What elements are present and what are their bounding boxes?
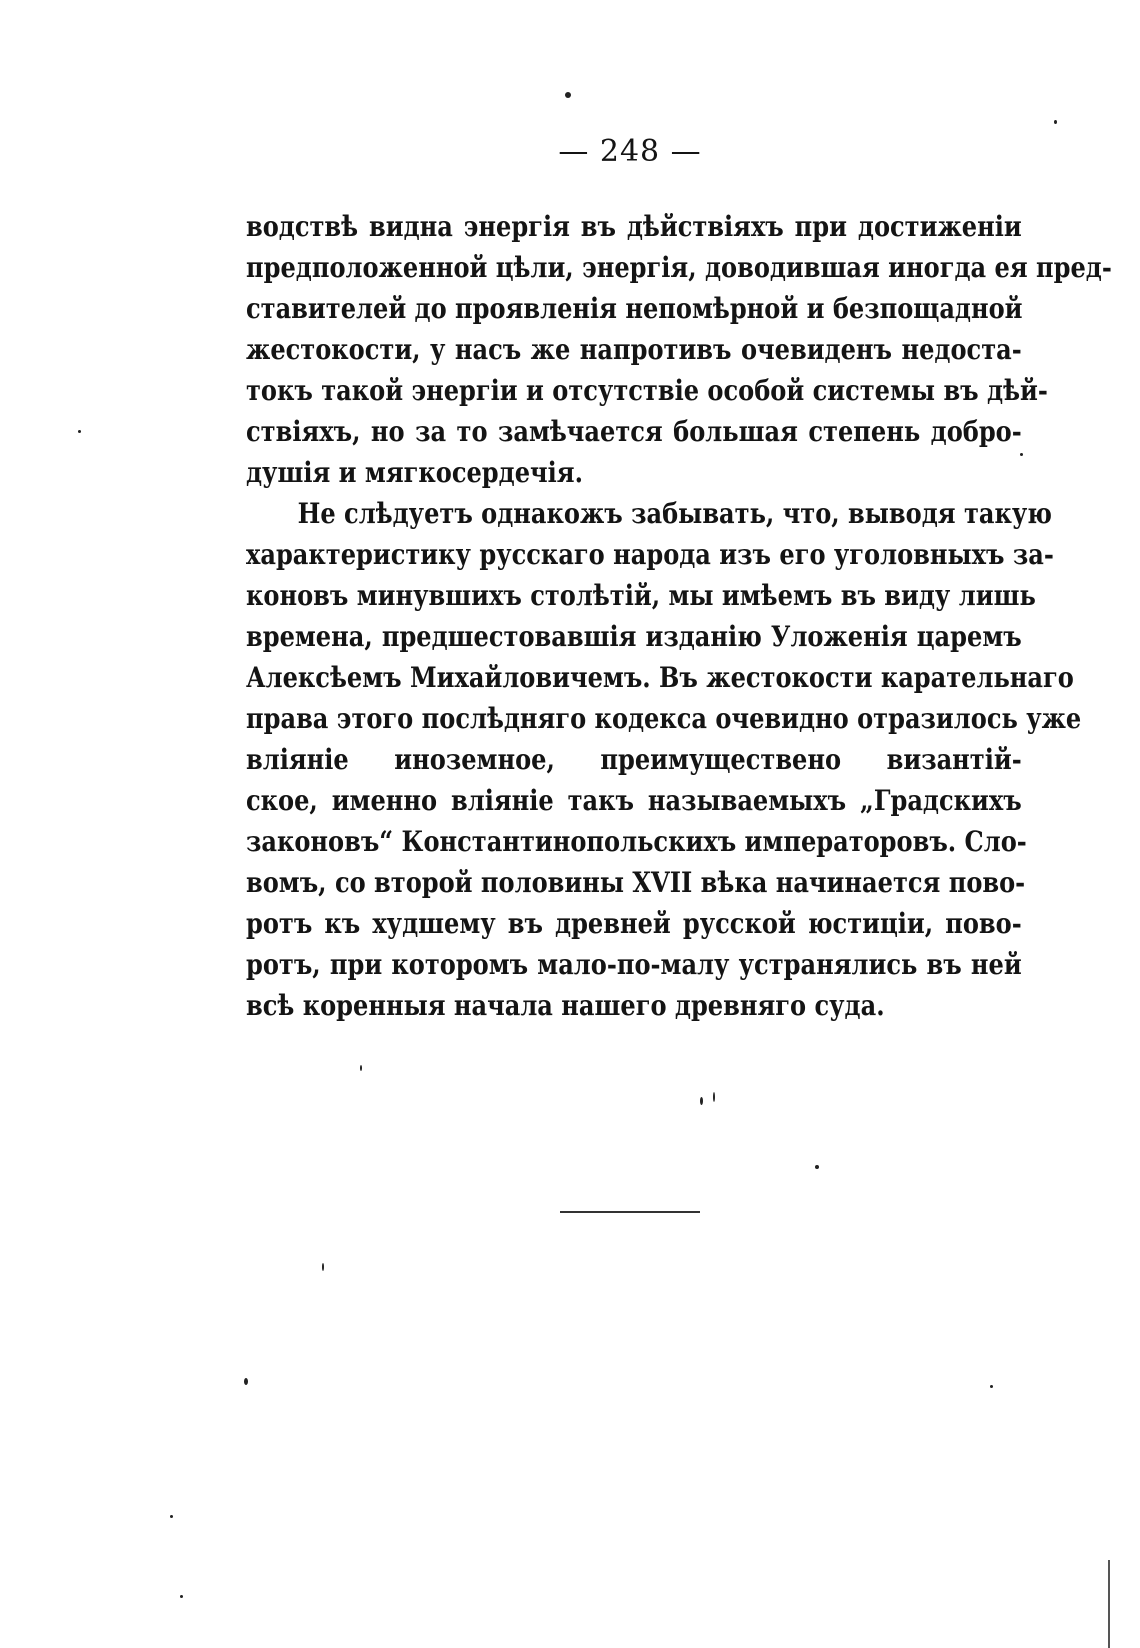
text-line: жестокости, у насъ же напротивъ очевиденъ недоста-	[246, 333, 1022, 366]
text-line: водствѣ видна энергія въ дѣйствіяхъ при достиженіи	[246, 210, 1022, 243]
scan-speck	[244, 1378, 248, 1385]
scan-speck	[170, 1515, 173, 1518]
text-line: предположенной цѣли, энергія, доводившая иногда ея пред-	[246, 251, 1112, 284]
text-line: всѣ коренныя начала нашего древняго суда.	[246, 989, 885, 1022]
scan-speck	[713, 1092, 715, 1102]
text-line: вліяніе иноземное, преимуществено византій-	[246, 743, 1022, 776]
scan-edge-line	[1108, 1560, 1110, 1648]
text-line: времена, предшестовавшія изданію Уложенія царемъ	[246, 620, 1022, 653]
page-number: — 248 —	[558, 134, 702, 169]
scan-speck	[180, 1595, 183, 1598]
text-line: ствіяхъ, но за то замѣчается большая степень добро-	[246, 415, 1022, 448]
end-rule	[560, 1211, 700, 1213]
scan-speck	[360, 1065, 362, 1071]
text-line: законовъ“ Константинопольскихъ императоровъ. Сло-	[246, 825, 1027, 858]
text-line: душія и мягкосердечія.	[246, 456, 583, 489]
text-line: ротъ къ худшему въ древней русской юстиціи, пово-	[246, 907, 1022, 940]
text-line: ское, именно вліяніе такъ называемыхъ „Градскихъ	[246, 784, 1022, 817]
text-line: токъ такой энергіи и отсутствіе особой системы въ дѣй-	[246, 374, 1048, 407]
scan-speck	[78, 430, 81, 433]
text-line: коновъ минувшихъ столѣтій, мы имѣемъ въ виду лишь	[246, 579, 1036, 612]
scan-speck	[700, 1097, 703, 1105]
scan-speck	[1020, 453, 1023, 456]
text-line: ставителей до проявленія непомѣрной и безпощадной	[246, 292, 1023, 325]
text-line: вомъ, со второй половины XVII вѣка начинается пово-	[246, 866, 1026, 899]
paragraph-start: Не слѣдуетъ однакожъ забывать, что, выводя такую	[297, 497, 1052, 530]
text-line: ротъ, при которомъ мало-по-малу устранялись въ ней	[246, 948, 1022, 981]
body-text	[246, 206, 1112, 1026]
scan-speck	[322, 1263, 324, 1271]
text-line: характеристику русскаго народа изъ его уголовныхъ за-	[246, 538, 1054, 571]
scan-speck	[815, 1165, 819, 1169]
scan-speck	[990, 1385, 993, 1388]
scan-speck	[565, 92, 571, 98]
text-line: Алексѣемъ Михайловичемъ. Въ жестокости карательнаго	[246, 661, 1074, 694]
text-line: права этого послѣдняго кодекса очевидно отразилось уже	[246, 702, 1082, 735]
scan-speck	[1054, 120, 1057, 124]
